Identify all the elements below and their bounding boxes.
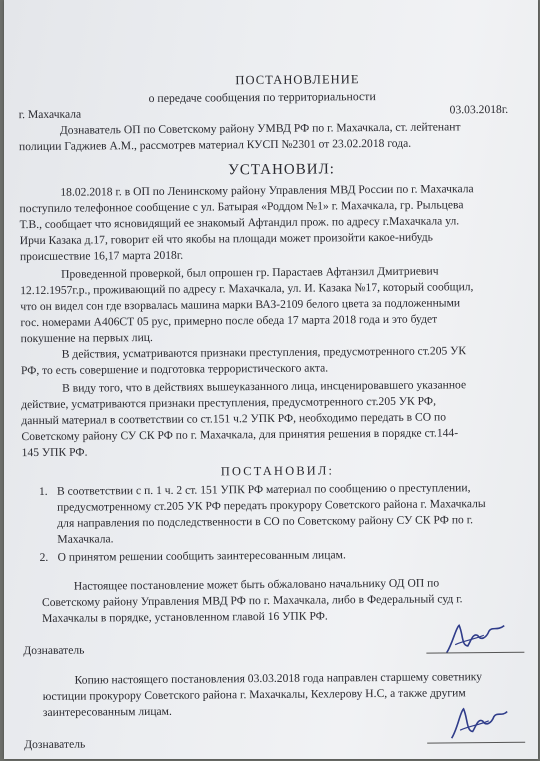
para4-line: 145 УПК РФ.	[21, 445, 88, 460]
item1-line: В соответствии с п. 1 ч. 2 ст. 151 УПК РФ материал по сообщению о преступлении,	[56, 481, 471, 498]
document-date: 03.03.2018г.	[449, 102, 509, 117]
section-heading-postanovil: ПОСТАНОВИЛ:	[220, 463, 335, 479]
intro-line: Дознаватель ОП по Советскому району УМВД РФ по г. Махачкала, ст. лейтенант	[59, 120, 461, 137]
item1-number: 1.	[38, 484, 48, 498]
para2-line: гос. номерами А406СТ 05 рус, примерно после обеда 17 марта 2018 года и это будет	[20, 312, 438, 330]
para2-line: покушение на первых лиц.	[20, 330, 153, 346]
document-title: ПОСТАНОВЛЕНИЕ	[235, 72, 360, 88]
item1-line: Махачкала.	[57, 532, 114, 546]
intro-line: полиции Гаджиев А.М., рассмотрев материал КУСП №2301 от 23.02.2018 года.	[18, 136, 412, 154]
section-heading-ustanovil: УСТАНОВИЛ:	[228, 161, 335, 179]
signature-scribble	[439, 695, 515, 745]
signer-label: Дознаватель	[23, 643, 85, 658]
signature-image	[437, 611, 514, 665]
copy-line: заинтересованным лицам.	[42, 704, 172, 719]
para1-line: Т.В., сообщает что ясновидящий ее знакомый Афтандил прож. по адресу г.Махачкала ул.	[19, 214, 460, 232]
appeal-line: Махачкалы в порядке, установленном главой 16 УПК РФ.	[42, 609, 328, 625]
copy-line: Копию настоящего постановления 03.03.2018 года направлен старшему советнику	[74, 670, 483, 687]
signer-label: Дознаватель	[24, 737, 86, 752]
para2-line: 12.12.1957г.р., проживающий по адресу г. Махачкала, ул. И. Казака №17, который сообщил,	[20, 280, 474, 298]
document-content	[1, 0, 540, 761]
para2-line: Проведенной проверкой, был опрошен гр. Парастаев Афтанзил Дмитриевич	[61, 264, 439, 281]
para3-line: РФ, то есть совершение и подготовка террористического акта.	[20, 361, 329, 378]
appeal-line: Настоящее постановление может быть обжаловано начальнику ОД ОП по	[73, 576, 440, 593]
para4-line: данный материал в соответствии со ст.151 ч.2 УПК РФ, необходимо передать в СО по	[21, 410, 447, 428]
para4-line: В виду того, что в действиях вышеуказанного лица, инсценировавшего указанное	[62, 378, 467, 395]
para2-line: что он видел сон где взорвалась машина марки ВАЗ-2109 белого цвета за подложенными	[20, 296, 461, 314]
item1-line: предусмотренному ст.205 УК РФ передать прокурору Советского района г. Махачкалы	[57, 497, 486, 514]
document-subtitle: о передаче сообщения по территориальности	[148, 89, 376, 105]
item1-line: для направления по подследственности в СО по Советскому району СУ СК РФ по г.	[57, 513, 474, 530]
para1-line: Ирчи Казака д.17, говорит ей что якобы на площади может произойти какое-нибудь	[19, 230, 433, 248]
document-page	[4, 0, 538, 759]
item2-line: О принятом решении сообщить заинтересованным лицам.	[57, 548, 346, 564]
para1-line: поступило телефонное сообщение с ул. Батырая «Роддом №1» г. Махачкала, гр. Рыльцева	[19, 198, 464, 216]
para3-line: В действия, усматриваются признаки преступления, предусмотренного ст.205 УК	[61, 344, 467, 361]
appeal-line: Советскому району Управления МВД РФ по г. Махачкала, либо в Федеральный суд г.	[41, 592, 463, 609]
para1-line: происшествие 16,17 марта 2018г.	[19, 248, 184, 264]
para1-line: 18.02.2018 г. в ОП по Ленинскому району Управления МВД России по г. Махачкала	[60, 182, 474, 199]
item2-number: 2.	[39, 550, 49, 564]
para4-line: Советскому району СУ СК РФ по г. Махачкала, для принятия решения в порядке ст.144-	[21, 426, 459, 444]
para4-line: действие, усматриваются признаки преступления, предусмотренного ст.205 УК РФ,	[21, 394, 436, 412]
copy-line: юстиции прокурору Советского района г. Махачкалы, Кехлерову Н.С, а также другим	[42, 686, 466, 703]
city-label: г. Махачкала	[18, 107, 82, 122]
